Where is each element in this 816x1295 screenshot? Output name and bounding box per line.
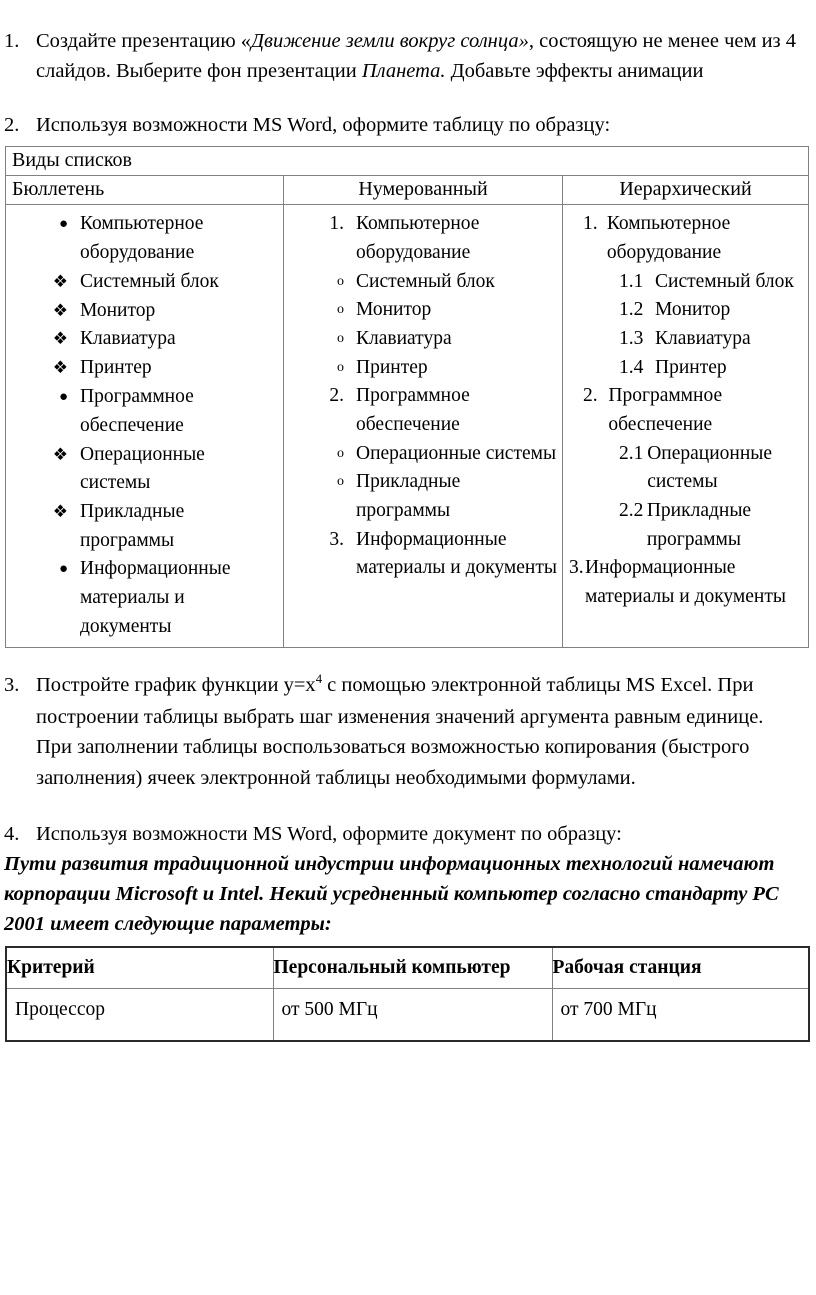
spec-table [5,946,810,1042]
lists-cell-hierarchical [563,205,809,648]
lists-table-header-hierarchical: Иерархический [563,176,809,205]
list-item-marker: 1.2 [619,299,644,321]
list-item-marker: o [337,359,344,375]
hierarchical-list [567,210,804,611]
list-item [288,382,558,439]
list-item-label: Системный блок [80,270,219,292]
list-item [567,554,804,611]
list-item [10,354,279,383]
task-1-text [36,26,802,86]
list-item-label: Клавиатура [655,328,751,349]
list-item-label: Монитор [80,299,156,321]
spec-table-header-cell-2: Рабочая станция [552,947,809,988]
task-1-theme-italic: Планета. [361,60,446,83]
list-item [10,383,279,440]
list-item-marker: ❖ [52,444,68,464]
spec-table-cell-2: от 700 МГц [552,989,809,1042]
list-item-label: Информационные материалы и документы [80,558,231,637]
list-item-label: Прикладные программы [646,499,752,550]
list-item-marker: ● [58,216,68,233]
task-1-title-italic: Движение земли вокруг солнца» [251,30,529,52]
list-item [288,468,558,525]
list-item-marker: 3. [329,528,344,550]
list-item-label: Программное обеспечение [80,386,194,436]
list-item-marker: o [337,273,344,289]
list-item-label: Монитор [356,299,432,321]
list-item [10,210,279,267]
list-item [288,325,558,354]
list-item-label: Операционные системы [356,442,557,464]
list-item [10,498,279,555]
task-2-text: Используя возможности MS Word, оформите таблицу по образцу: [36,114,611,137]
list-item [288,526,558,583]
list-item [288,354,558,383]
list-item-label: Компьютерное оборудование [606,213,731,264]
table-row [6,989,809,1042]
list-item-label: Компьютерное оборудование [80,213,204,264]
list-item-label: Монитор [655,299,731,321]
task-item-2 [0,110,816,140]
list-item-marker: ❖ [52,271,68,291]
list-item [288,268,558,297]
list-item-label: Принтер [80,357,152,379]
task-1-number: 1. [4,30,20,52]
task-2-number: 2. [4,114,20,137]
list-item [10,268,279,297]
list-item-marker: ❖ [52,300,68,320]
table-row-lists [6,205,809,648]
list-item-marker: 2.2 [619,499,644,521]
list-item-marker: 1.3 [619,328,644,349]
list-item [10,297,279,326]
task-3-line1-a: Постройте график функции y=x [36,674,316,697]
list-item [567,354,804,383]
list-item-label: Информационные материалы и документы [584,557,786,607]
table-row-title [6,147,809,176]
task-3-number: 3. [4,674,20,697]
list-item [567,210,804,267]
list-item-marker: o [337,302,344,318]
list-item-marker: o [337,474,344,490]
spec-table-cell-1: от 500 МГц [273,989,552,1042]
list-item-label: Системный блок [655,270,794,292]
lists-table-title: Виды списков [6,147,809,176]
lists-cell-numbered [284,205,563,648]
list-item [567,268,804,297]
list-item-marker: 3. [569,557,584,579]
list-item-label: Прикладные программы [80,500,185,551]
list-item-marker: 1.4 [619,356,644,378]
list-item-marker: ❖ [52,358,68,378]
list-item-label: Системный блок [356,270,495,292]
list-item [288,440,558,469]
list-item [567,296,804,325]
list-item [567,440,804,497]
list-item [288,210,558,267]
list-item-label: Информационные материалы и документы [356,528,557,579]
spec-table-header-row [6,947,809,988]
task-1-part-e: Добавьте эффекты анимации [445,60,704,83]
task-3-line1-b: с помощью электронной таблицы MS Excel. При [322,674,754,697]
spec-table-header-cell-0: Критерий [6,947,273,988]
list-item-label: Компьютерное оборудование [356,213,480,264]
list-item [10,441,279,498]
task-4-text: Используя возможности MS Word, оформите документ по образцу: [36,822,622,845]
task-item-1 [0,26,816,86]
list-item-marker: ❖ [52,329,68,349]
spec-table-cell-0: Процессор [6,989,273,1042]
list-item-marker: 1.1 [619,270,644,292]
list-item-marker: 2.1 [619,442,644,464]
list-item-marker: ● [58,561,68,578]
list-item-marker: 1. [583,213,598,235]
bulleted-list [10,210,279,641]
table-row-headers [6,176,809,205]
document-page [0,26,816,1295]
numbered-list [288,210,558,583]
lists-cell-bulleted [6,205,284,648]
lists-table [5,146,809,648]
task-item-4 [0,819,816,849]
list-item [10,555,279,641]
lists-table-header-bulleted: Бюллетень [6,176,284,205]
list-item-marker: ● [58,389,68,406]
list-item-marker: o [337,445,344,461]
list-item [567,497,804,554]
list-item-label: Клавиатура [356,328,452,349]
list-item-marker: o [337,331,344,346]
task-item-3 [0,670,816,793]
list-item-marker: 2. [583,385,598,407]
list-item-marker: ❖ [52,501,68,521]
lists-table-header-numbered: Нумерованный [284,176,563,205]
list-item-label: Клавиатура [80,328,176,350]
sample-paragraph: Пути развития традиционной индустрии информационных технологий намечают корпорации Microsoft и Intel. Некий усредненный компьютер согласно стандарту PC 2001 имеет следующие параметры: [4,852,779,936]
list-item-marker: 2. [329,385,344,407]
task-3-exponent: 4 [315,672,323,687]
list-item-label: Операционные системы [80,443,205,494]
task-1-part-c: , состоящую не менее чем из 4 слайдов. Выберите фон презентации [36,30,797,83]
list-item-label: Программное обеспечение [356,385,470,435]
list-item-label: Программное обеспечение [608,385,723,435]
task-1-part-a: Создайте презентацию « [36,30,252,52]
list-item-label: Принтер [356,356,428,378]
spec-table-header-cell-1: Персональный компьютер [273,947,552,988]
list-item-label: Прикладные программы [356,471,461,521]
task-4-number: 4. [4,822,20,845]
list-item [567,382,804,439]
list-item [10,325,279,354]
list-item-marker: 1. [329,213,344,235]
task-3-line2: построении таблицы выбрать шаг изменения значений аргумента равным единице. При заполнении таблицы воспользоваться возможностью копирования (быстрого заполнения) ячеек электронной таблицы необходимыми формулами. [36,706,764,789]
list-item-label: Операционные системы [647,442,773,493]
task-3-text [36,670,802,793]
list-item [288,296,558,325]
list-item-label: Принтер [655,356,727,378]
list-item [567,325,804,354]
